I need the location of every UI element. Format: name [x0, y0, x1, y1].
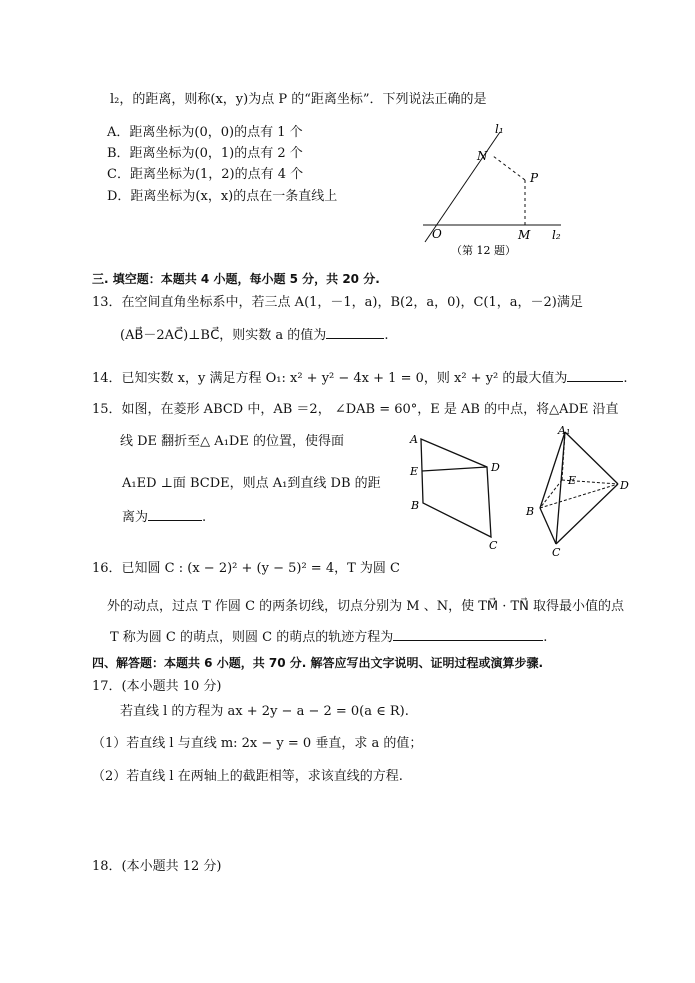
- q13-line2-text: (AB⃗－2AC⃗)⊥BC⃗，则实数 a 的值为: [120, 328, 327, 343]
- figure-q15-rhombus: [405, 425, 515, 555]
- q12-option-b: B．距离坐标为(0，1)的点有 2 个: [107, 146, 303, 161]
- q16-line3-text: T 称为圆 C 的萌点，则圆 C 的萌点的轨迹方程为: [110, 630, 394, 645]
- figure-caption: （第 12 题）: [451, 244, 516, 257]
- q15-answer-blank[interactable]: [148, 508, 202, 521]
- q13-answer-blank[interactable]: [326, 326, 384, 339]
- label-N: N: [477, 149, 488, 163]
- q15-line2: 线 DE 翻折至△ A₁DE 的位置，使得面: [120, 434, 344, 449]
- q14-end: .: [623, 371, 628, 386]
- q16-line2: 外的动点，过点 T 作圆 C 的两条切线，切点分别为 M 、N，使 TM⃗ · TN⃗ 取得最小值的点: [107, 599, 625, 614]
- label-l1: l₁: [495, 122, 504, 136]
- label-E: E: [410, 465, 419, 478]
- q12-option-a: A．距离坐标为(0，0)的点有 1 个: [107, 125, 303, 140]
- label-O: O: [432, 227, 442, 241]
- q17-stem: 若直线 l 的方程为 ax + 2y − a − 2 = 0(a ∈ R).: [120, 704, 409, 719]
- label-A: A: [410, 433, 418, 446]
- q12-option-d: D．距离坐标为(x，x)的点在一条直线上: [107, 189, 338, 204]
- q15-line1: 15．如图，在菱形 ABCD 中，AB ＝2， ∠DAB = 60°，E 是 AB 的中点，将△ADE 沿直: [92, 402, 619, 417]
- q15-line4-text: 离为: [122, 510, 149, 525]
- q13-line2: [120, 324, 388, 343]
- section3-title: 三. 填空题：本题共 4 小题，每小题 5 分，共 20 分.: [92, 272, 380, 286]
- edge-C-D: [556, 484, 618, 544]
- label-M: M: [518, 228, 531, 242]
- q16-line1: 16．已知圆 C : (x − 2)² + (y − 5)² = 4，T 为圆 C: [92, 561, 400, 576]
- q15-line4-end: .: [202, 510, 207, 525]
- q13-line1: 13．在空间直角坐标系中，若三点 A(1，－1，a)，B(2，a，0)，C(1，a，－2)满足: [92, 295, 583, 310]
- label-C: C: [489, 539, 498, 552]
- q15-line3: A₁ED ⊥面 BCDE，则点 A₁到直线 DB 的距: [122, 476, 381, 491]
- label-B: B: [411, 499, 420, 512]
- label-B2: B: [526, 505, 535, 518]
- label-E2: E: [568, 474, 577, 487]
- section4-title: 四、解答题：本题共 6 小题，共 70 分. 解答应写出文字说明、证明过程或演算步骤.: [92, 656, 544, 670]
- figure-q12: [415, 118, 575, 260]
- q12-option-c: C．距离坐标为(1，2)的点有 4 个: [107, 167, 304, 182]
- q18-head: 18．(本小题共 12 分): [92, 859, 222, 874]
- dashed-PN: [493, 156, 525, 180]
- q17-part1: （1）若直线 l 与直线 m: 2x − y = 0 垂直，求 a 的值；: [92, 736, 423, 751]
- label-l2: l₂: [552, 228, 561, 242]
- label-A1: A₁: [558, 424, 571, 437]
- q14-line: [92, 367, 628, 386]
- label-P: P: [530, 171, 539, 185]
- rhombus-ABCD: [421, 439, 491, 537]
- q17-part2: （2）若直线 l 在两轴上的截距相等，求该直线的方程.: [92, 769, 403, 784]
- q14-answer-blank[interactable]: [567, 369, 623, 382]
- q17-head: 17．(本小题共 10 分): [92, 679, 222, 694]
- q12-lead: l₂，的距离，则称(x，y)为点 P 的“距离坐标”．下列说法正确的是: [110, 92, 487, 107]
- segment-ED: [422, 467, 487, 471]
- label-D: D: [491, 461, 500, 474]
- q13-line2-end: .: [384, 328, 389, 343]
- label-C2: C: [552, 546, 561, 559]
- edge-A1-B: [540, 432, 565, 508]
- q16-line3-end: .: [543, 630, 548, 645]
- q14-text: 14．已知实数 x，y 满足方程 O₁: x² + y² − 4x + 1 = 0，则 x² + y² 的最大值为: [92, 371, 568, 386]
- q16-answer-blank[interactable]: [393, 628, 543, 641]
- q15-line4: [122, 506, 206, 525]
- figure-q15-pyramid: [520, 422, 635, 562]
- edge-B-C: [540, 508, 556, 544]
- q16-line3: [110, 626, 547, 645]
- label-D2: D: [620, 479, 629, 492]
